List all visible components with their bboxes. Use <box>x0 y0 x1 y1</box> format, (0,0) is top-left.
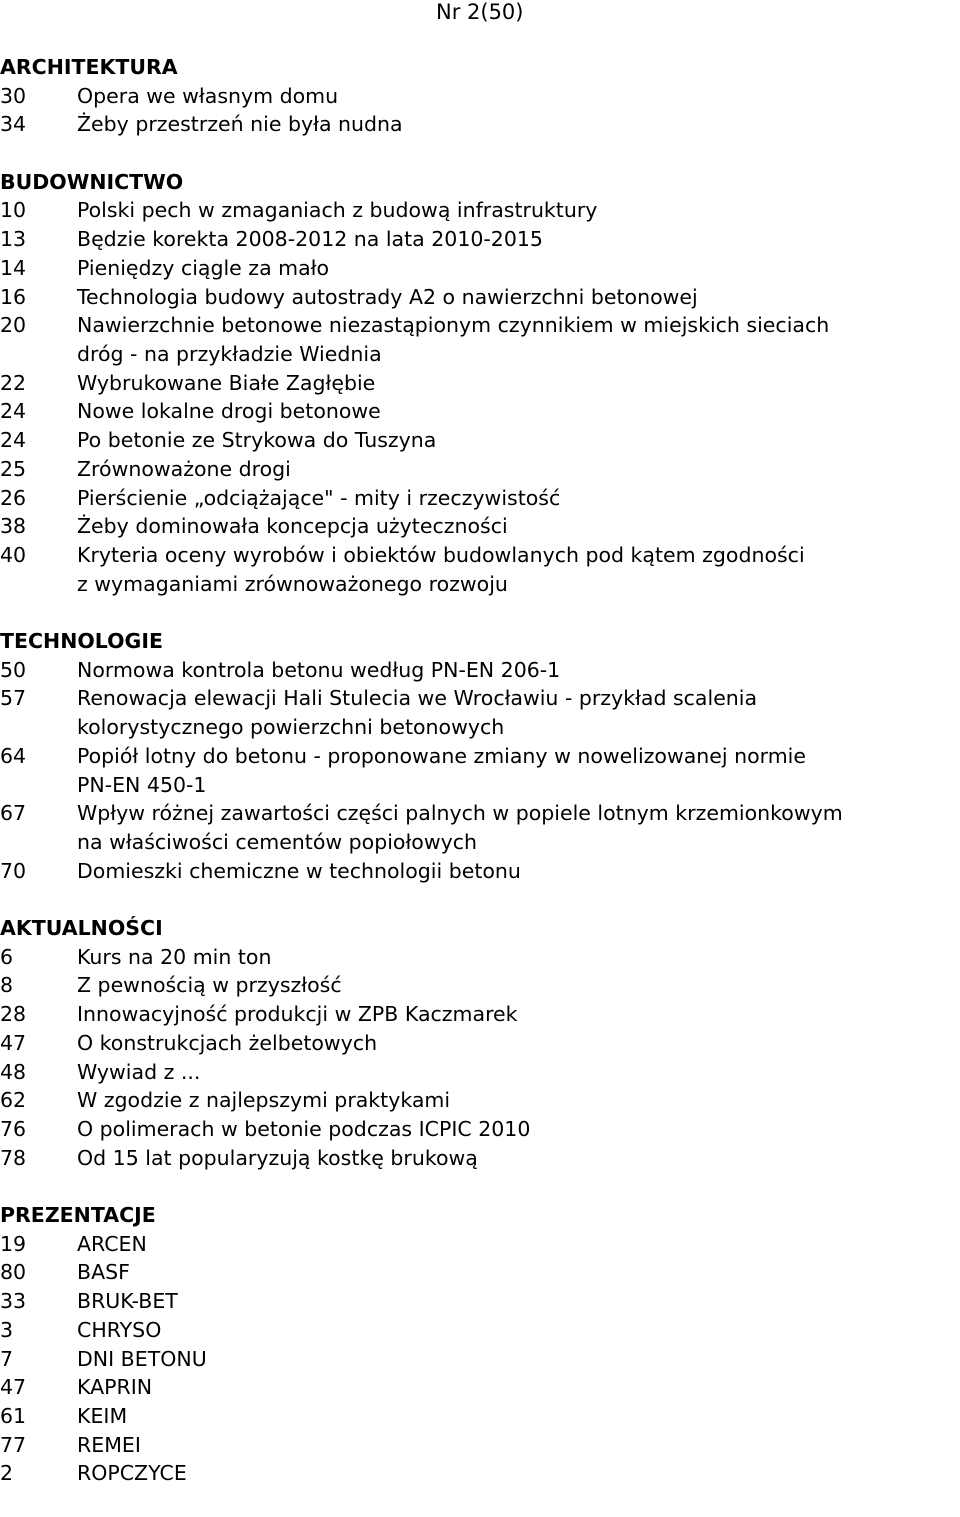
page-number: 24 <box>0 399 27 424</box>
article-title: Innowacyjność produkcji w ZPB Kaczmarek <box>77 1002 518 1027</box>
page-number: 24 <box>0 428 27 453</box>
article-title: Wybrukowane Białe Zagłębie <box>77 370 376 395</box>
article-title: Polski pech w zmaganiach z budową infrastruktury <box>77 198 598 223</box>
toc-section-technologie <box>0 627 960 885</box>
page-number: 47 <box>0 1375 27 1400</box>
toc-entry <box>0 1345 960 1374</box>
toc-entry <box>0 1459 960 1488</box>
article-title: Od 15 lat popularyzują kostkę brukową <box>77 1145 478 1170</box>
article-title: KAPRIN <box>77 1375 153 1400</box>
article-title: REMEI <box>77 1432 141 1457</box>
toc-entry <box>0 455 960 484</box>
article-title: Technologia budowy autostrady A2 o nawierzchni betonowej <box>77 284 698 309</box>
toc-entry <box>0 1086 960 1115</box>
article-title: BRUK-BET <box>77 1289 178 1314</box>
article-title: Kurs na 20 min ton <box>77 944 272 969</box>
article-title: ROPCZYCE <box>77 1461 187 1486</box>
page-number: 16 <box>0 284 27 309</box>
toc-entry <box>0 110 960 139</box>
article-title: Normowa kontrola betonu według PN-EN 206-1 <box>77 657 561 682</box>
page-number: 14 <box>0 255 27 280</box>
article-title: Renowacja elewacji Hali Stulecia we Wrocławiu - przykład scalenia kolorystycznego powierzchni betonowych <box>77 686 758 740</box>
article-title: KEIM <box>77 1403 128 1428</box>
page-number: 25 <box>0 456 27 481</box>
article-title: ARCEN <box>77 1231 147 1256</box>
page-number: 48 <box>0 1059 27 1084</box>
page-number: 70 <box>0 858 27 883</box>
article-title: Popiół lotny do betonu - proponowane zmiany w nowelizowanej normie PN-EN 450-1 <box>77 743 806 797</box>
page-number: 57 <box>0 686 27 711</box>
page-number: 38 <box>0 514 27 539</box>
article-title: Pieniędzy ciągle za mało <box>77 255 330 280</box>
page-number: 19 <box>0 1231 27 1256</box>
toc-entry <box>0 254 960 283</box>
page-number: 28 <box>0 1002 27 1027</box>
toc-entry <box>0 82 960 111</box>
article-title: Z pewnością w przyszłość <box>77 973 342 998</box>
section-heading: ARCHITEKTURA <box>0 55 178 79</box>
page-number: 30 <box>0 83 27 108</box>
toc-entry <box>0 283 960 312</box>
page-number: 40 <box>0 542 27 567</box>
toc-entry <box>0 799 960 856</box>
toc-section-architektura <box>0 53 960 139</box>
page-number: 64 <box>0 743 27 768</box>
toc-entry <box>0 541 960 598</box>
toc-section-budownictwo <box>0 168 960 599</box>
toc-entry <box>0 1058 960 1087</box>
toc-entry <box>0 1287 960 1316</box>
toc-entry <box>0 971 960 1000</box>
page-number: 50 <box>0 657 27 682</box>
toc-entry <box>0 1402 960 1431</box>
page-number: 26 <box>0 485 27 510</box>
page-number: 7 <box>0 1346 14 1371</box>
section-heading: PREZENTACJE <box>0 1203 156 1227</box>
page-number: 47 <box>0 1030 27 1055</box>
page-number: 22 <box>0 370 27 395</box>
article-title: Po betonie ze Strykowa do Tuszyna <box>77 428 437 453</box>
toc-entry <box>0 1316 960 1345</box>
page-number: 80 <box>0 1260 27 1285</box>
toc-entry <box>0 196 960 225</box>
page-number: 62 <box>0 1088 27 1113</box>
toc-entry <box>0 656 960 685</box>
toc-entry <box>0 1029 960 1058</box>
page-number: 20 <box>0 313 27 338</box>
toc-entry <box>0 1144 960 1173</box>
article-title: Kryteria oceny wyrobów i obiektów budowlanych pod kątem zgodności z wymaganiami zrównoważonego rozwoju <box>77 542 805 596</box>
issue-number: Nr 2(50) <box>436 0 524 24</box>
article-title: CHRYSO <box>77 1317 162 1342</box>
toc-entry <box>0 426 960 455</box>
article-title: Zrównoważone drogi <box>77 456 291 481</box>
article-title: Nowe lokalne drogi betonowe <box>77 399 381 424</box>
page-number: 13 <box>0 227 27 252</box>
page-number: 6 <box>0 944 14 969</box>
page-number: 78 <box>0 1145 27 1170</box>
section-heading: BUDOWNICTWO <box>0 169 184 194</box>
toc-entry <box>0 943 960 972</box>
section-heading: AKTUALNOŚCI <box>0 916 163 940</box>
toc-entry <box>0 742 960 799</box>
toc-entry <box>0 512 960 541</box>
page-number: 61 <box>0 1403 27 1428</box>
section-heading: TECHNOLOGIE <box>0 629 163 653</box>
toc-entry <box>0 397 960 426</box>
article-title: Pierścienie „odciążające" - mity i rzeczywistość <box>77 485 561 510</box>
table-of-contents <box>0 53 960 1517</box>
toc-entry <box>0 311 960 368</box>
page-number: 3 <box>0 1317 14 1342</box>
toc-entry <box>0 369 960 398</box>
article-title: O konstrukcjach żelbetowych <box>77 1030 378 1055</box>
page-number: 77 <box>0 1432 27 1457</box>
toc-entry <box>0 684 960 741</box>
toc-entry <box>0 857 960 886</box>
page-number: 67 <box>0 801 27 826</box>
article-title: DNI BETONU <box>77 1346 207 1371</box>
page-number: 34 <box>0 112 27 137</box>
page-number: 2 <box>0 1461 14 1486</box>
page-number: 10 <box>0 198 27 223</box>
toc-section-prezentacje <box>0 1201 960 1488</box>
page-number: 8 <box>0 973 14 998</box>
article-title: W zgodzie z najlepszymi praktykami <box>77 1088 451 1113</box>
page-number: 33 <box>0 1289 27 1314</box>
article-title: Nawierzchnie betonowe niezastąpionym czynnikiem w miejskich sieciach dróg - na przykładzie Wiednia <box>77 313 830 366</box>
article-title: Żeby dominowała koncepcja użyteczności <box>77 514 508 539</box>
article-title: Wpływ różnej zawartości części palnych w popiele lotnym krzemionkowym na właściwości cementów popiołowych <box>77 801 843 854</box>
toc-entry <box>0 484 960 513</box>
article-title: Żeby przestrzeń nie była nudna <box>77 112 403 137</box>
article-title: Wywiad z ... <box>77 1059 201 1084</box>
toc-entry <box>0 1230 960 1259</box>
toc-entry <box>0 225 960 254</box>
toc-entry <box>0 1431 960 1460</box>
toc-entry <box>0 1000 960 1029</box>
article-title: BASF <box>77 1260 130 1285</box>
article-title: Opera we własnym domu <box>77 83 339 108</box>
toc-entry <box>0 1258 960 1287</box>
page-number: 76 <box>0 1116 27 1141</box>
article-title: Domieszki chemiczne w technologii betonu <box>77 858 521 883</box>
toc-section-aktualności <box>0 914 960 1172</box>
toc-entry <box>0 1115 960 1144</box>
article-title: O polimerach w betonie podczas ICPIC 2010 <box>77 1116 531 1141</box>
article-title: Będzie korekta 2008-2012 na lata 2010-2015 <box>77 227 543 252</box>
toc-entry <box>0 1373 960 1402</box>
